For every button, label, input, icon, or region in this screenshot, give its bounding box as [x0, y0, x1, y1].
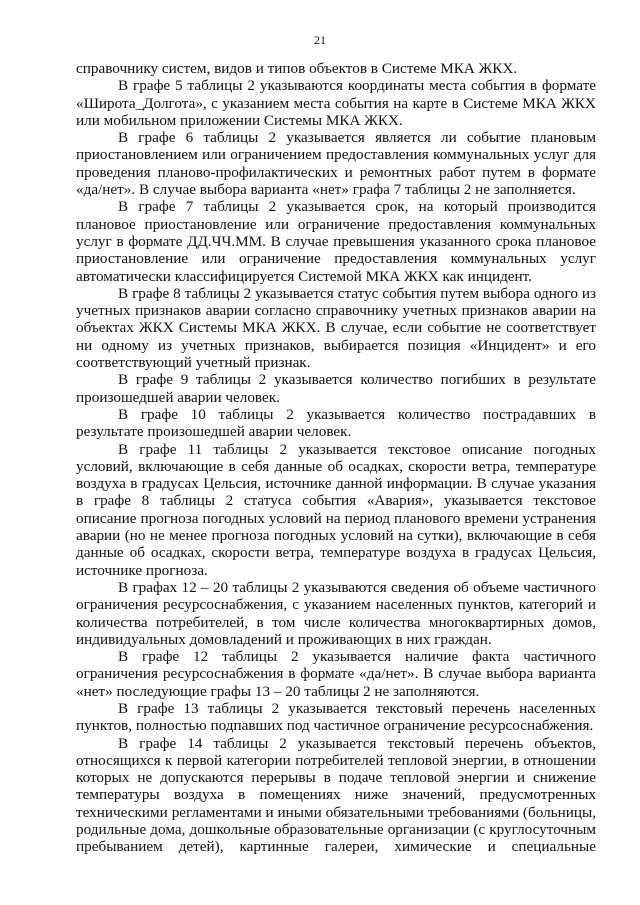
paragraph-column-9: В графе 9 таблицы 2 указывается количество погибших в результате произошедшей аварии человек. — [76, 371, 596, 406]
paragraph-column-11: В графе 11 таблицы 2 указывается текстовое описание погодных условий, включающие в себя данные об осадках, скорости ветра, температуре воздуха в градусах Цельсия, источнике данной информации. В случае указания в графе 8 таблицы 2 статуса события «Авария», указывается текстовое описание прогноза погодных условий на период планового времени устранения аварии (но не менее прогноза погодных условий на сутки), включающие в себя данные об осадках, скорости ветра, температуре воздуха в градусах Цельсия, источнике прогноза. — [76, 440, 596, 579]
paragraph-column-10: В графе 10 таблицы 2 указывается количество пострадавших в результате произошедшей аварии человек. — [76, 405, 596, 441]
body-text — [76, 60, 596, 856]
paragraph-column-13: В графе 13 таблицы 2 указывается текстовый перечень населенных пунктов, полностью подпавших под частичное ограничение ресурсоснабжения. — [76, 699, 596, 735]
paragraph-column-8: В графе 8 таблицы 2 указывается статус события путем выбора одного из учетных признаков аварии согласно справочнику учетных признаков аварии на объектах ЖКХ Системы МКА ЖКХ. В случае, если событие не соответствует ни одному из учетных признаков, выбирается позиция «Инцидент» и его соответствующий учетный признак. — [76, 284, 596, 372]
paragraph-column-5: В графе 5 таблицы 2 указываются координаты места события в формате «Широта_Долгота», с указанием места события на карте в Системе МКА ЖКХ или мобильном приложении Системы МКА ЖКХ. — [76, 77, 596, 129]
paragraph-column-12: В графе 12 таблицы 2 указывается наличие факта частичного ограничения ресурсоснабжения в формате «да/нет». В случае выбора варианта «нет» последующие графы 13 – 20 таблицы 2 не заполняются. — [76, 648, 596, 700]
paragraph-column-6: В графе 6 таблицы 2 указывается является ли событие плановым приостановлением или ограничением предоставления коммунальных услуг для проведения планово-профилактических и ремонтных работ путем в формате «да/нет». В случае выбора варианта «нет» графа 7 таблицы 2 не заполняется. — [76, 129, 596, 199]
paragraph-column-14: В графе 14 таблицы 2 указывается текстовый перечень объектов, относящихся к первой категории потребителей тепловой энергии, в отношении которых не допускаются перерывы в подаче тепловой энергии и снижение температуры воздуха в помещениях ниже значений, предусмотренных техническими регламентами и иными обязательными требованиями (больницы, родильные дома, дошкольные образовательные организации (с круглосуточным пребыванием детей), картинные галереи, химические и специальные — [76, 734, 596, 856]
page-number: 21 — [314, 33, 326, 47]
paragraph-column-7: В графе 7 таблицы 2 указывается срок, на который производится плановое приостановление или ограничение предоставления коммунальных услуг в формате ДД.ЧЧ.ММ. В случае превышения указанного срока плановое приостановление или ограничение предоставления коммунальных услуг автоматически классифицируется Системой МКА ЖКХ как инцидент. — [76, 198, 596, 285]
paragraph-continuation: справочнику систем, видов и типов объектов в Системе МКА ЖКХ. — [76, 60, 518, 77]
paragraph-columns-12-20: В графах 12 – 20 таблицы 2 указываются сведения об объеме частичного ограничения ресурсоснабжения, с указанием населенных пунктов, категорий и количества потребителей, в том числе количества многоквартирных домов, индивидуальных домовладений и проживающих в них граждан. — [76, 578, 596, 648]
